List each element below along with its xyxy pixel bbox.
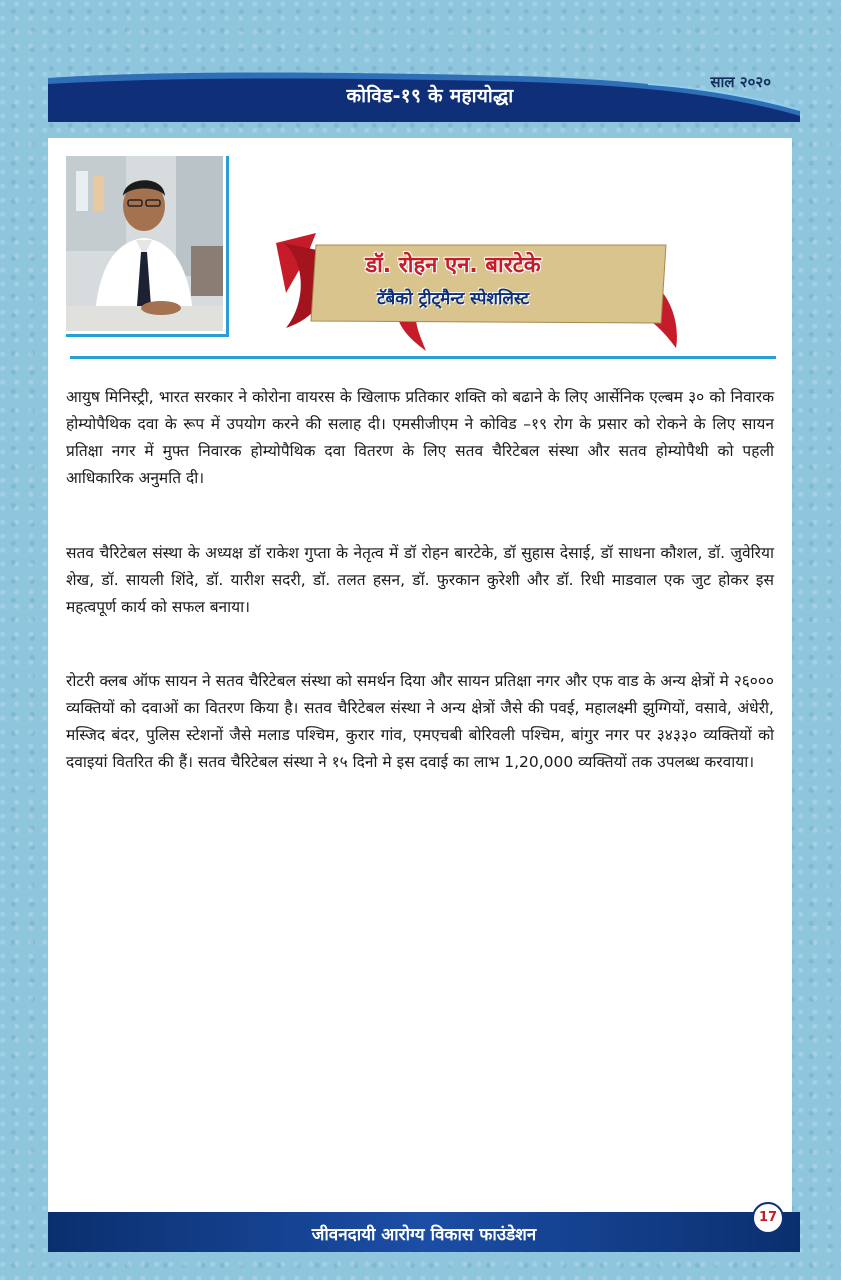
content-panel <box>48 138 792 1212</box>
article-paragraph-1: आयुष मिनिस्ट्री, भारत सरकार ने कोरोना वायरस के खिलाफ प्रतिकार शक्ति को बढाने के लिए आर्सेनिक एल्बम ३० को निवारक होम्योपैथिक दवा के रूप में उपयोग करने की सलाह दी। एमसीजीएम ने कोविड –१९ रोग के प्रसार को रोकने के लिए सायन प्रतिक्षा नगर में मुफ्त निवारक होम्योपैथिक दवा वितरण के लिए सतव चैरिटेबल संस्था और सतव होम्योपैथी को पहली आधिकारिक अनुमति दी। <box>66 388 774 487</box>
header-title: कोविड-१९ के महायोद्धा <box>346 85 514 107</box>
header-year: साल २०२० <box>710 73 771 91</box>
doctor-designation: टॅबैको ट्रीट्मैन्ट स्पेशलिस्ट <box>376 289 530 309</box>
profile-photo-frame <box>66 156 229 337</box>
profile-photo <box>66 156 223 331</box>
footer-organization: जीवनदायी आरोग्य विकास फाउंडेशन <box>311 1225 537 1245</box>
doctor-portrait-image <box>66 156 223 331</box>
article-paragraph-2: सतव चैरिटेबल संस्था के अध्यक्ष डॉ राकेश गुप्ता के नेतृत्व में डॉ रोहन बारटेके, डॉ सुहास देसाई, डॉ साधना कौशल, डॉ. जुवेरिया शेख, डॉ. सायली शिंदे, डॉ. यारीश सदरी, डॉ. तलत हसन, डॉ. फुरकान कुरेशी और डॉ. रिधी माडवाल एक जुट होकर इस महत्वपूर्ण कार्य को सफल बनाया। <box>66 544 774 616</box>
section-divider <box>70 356 776 359</box>
article-paragraph-3: रोटरी क्लब ऑफ सायन ने सतव चैरिटेबल संस्था को समर्थन दिया और सायन प्रतिक्षा नगर और एफ वाड के अन्य क्षेत्रों मे २६००० व्यक्तियों को दवाओं का वितरण किया है। सतव चैरिटेबल संस्था ने अन्य क्षेत्रों जैसे की पवई, महालक्ष्मी झुग्गियों, वसावे, अंधेरी, मस्जिद बंदर, पुलिस स्टेशनों जैसे मलाड पश्चिम, कुरार गांव, एमएचबी बोरिवली पश्चिम, बांगुर नगर पर ३४३३० व्यक्तियों को दवाइयां वितरित की हैं। सतव चैरिटेबल संस्था ने १५ दिनो मे इस दवाई का लाभ 1,20,000 व्यक्तियों तक उपलब्ध करवाया। <box>66 672 774 771</box>
page-number: 17 <box>752 1202 784 1234</box>
doctor-name: डॉ. रोहन एन. बारटेके <box>365 253 541 278</box>
